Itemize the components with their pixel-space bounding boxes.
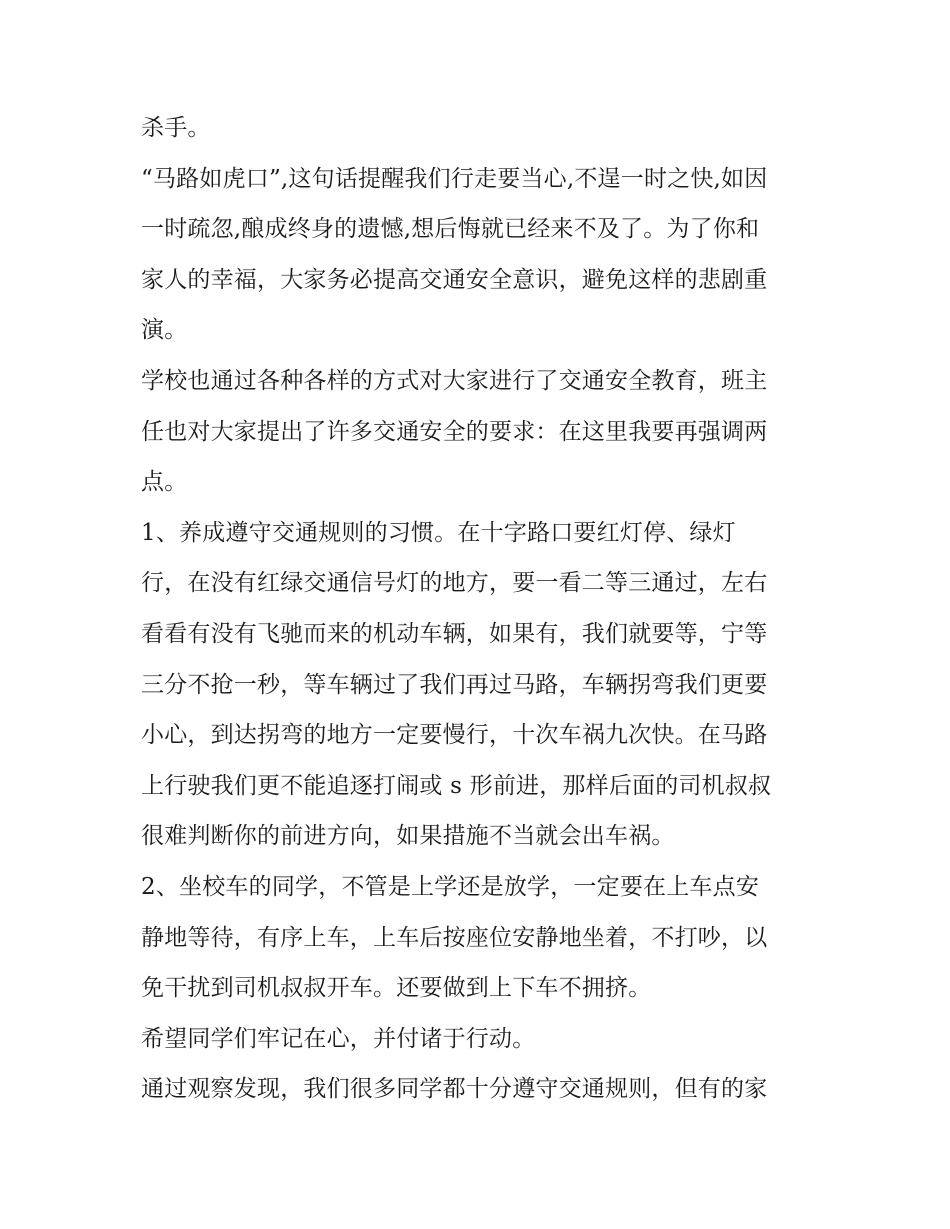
text-line: 小心，到达拐弯的地方一定要慢行，十次车祸九次快。在马路 <box>141 722 768 749</box>
text-line: 学校也通过各种各样的方式对大家进行了交通安全教育，班主 <box>141 367 768 394</box>
text-line: “马路如虎口”,这句话提醒我们行走要当心,不逞一时之快,如因 <box>141 165 768 192</box>
text-line: 任也对大家提出了许多交通安全的要求：在这里我要再强调两 <box>141 418 768 445</box>
text-line: 点。 <box>141 469 188 496</box>
document-body <box>141 103 821 1115</box>
text-line: 很难判断你的前进方向，如果措施不当就会出车祸。 <box>141 823 675 850</box>
text-line: 看看有没有飞驰而来的机动车辆，如果有，我们就要等，宁等 <box>141 620 768 647</box>
text-line: 上行驶我们更不能追逐打闹或 s 形前进，那样后面的司机叔叔 <box>141 772 772 799</box>
text-line: 静地等待，有序上车，上车后按座位安静地坐着，不打吵，以 <box>141 924 768 951</box>
text-line: 三分不抢一秒，等车辆过了我们再过马路，车辆拐弯我们更要 <box>141 671 768 698</box>
text-line: 行，在没有红绿交通信号灯的地方，要一看二等三通过，左右 <box>141 570 768 597</box>
text-line: 希望同学们牢记在心，并付诸于行动。 <box>141 1025 536 1052</box>
text-line: 1、养成遵守交通规则的习惯。在十字路口要红灯停、绿灯 <box>141 519 736 546</box>
text-line: 演。 <box>141 317 188 344</box>
text-line: 免干扰到司机叔叔开车。还要做到上下车不拥挤。 <box>141 975 652 1002</box>
text-line: 家人的幸福，大家务必提高交通安全意识，避免这样的悲剧重 <box>141 266 768 293</box>
text-line: 通过观察发现，我们很多同学都十分遵守交通规则，但有的家 <box>141 1076 768 1103</box>
text-line: 杀手。 <box>141 115 211 141</box>
text-line: 一时疏忽,酿成终身的遗憾,想后悔就已经来不及了。为了你和 <box>141 216 760 243</box>
text-line: 2、坐校车的同学，不管是上学还是放学，一定要在上车点安 <box>141 873 760 900</box>
